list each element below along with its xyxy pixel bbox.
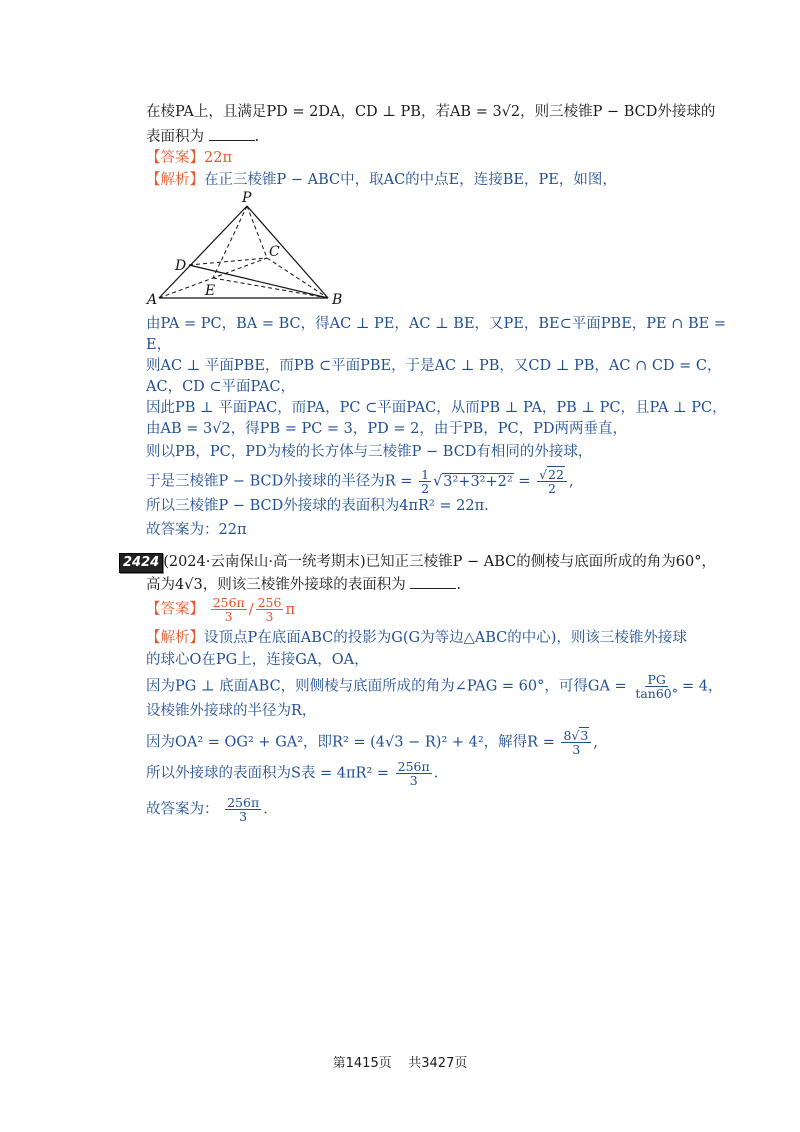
answer-tag: 【答案】 [146, 150, 204, 166]
answer2-tag: 【答案】 [146, 601, 204, 618]
solution2-line6: 所以外接球的表面积为S表 = 4πR² = $\frac{256\pi}{3}$ . [146, 759, 439, 788]
label-A: A [147, 292, 158, 308]
solution1-line4: 由AB = 3√2，得PB = PC = 3，PD = 2，由于PB，PC，PD两两垂直， [146, 421, 628, 437]
question-prev-line1: 在棱PA上，且满足PD = 2DA，CD ⊥ PB，若AB = 3√2，则三棱锥P − BCD外接球的 [146, 104, 716, 120]
page-footer [0, 1052, 800, 1071]
solution2-text6: 所以外接球的表面积为S表 = 4πR² = [146, 765, 390, 782]
solution2-line4: 设棱锥外接球的半径为R， [146, 703, 317, 719]
solution1-line7: 所以三棱锥P − BCD外接球的表面积为4πR² = 22π. [146, 498, 489, 514]
solution2-text7: 故答案为： [146, 801, 219, 818]
question-text2: 高为4√3，则该三棱锥外接球的表面积为 [146, 577, 406, 593]
question-2424-line1 [119, 552, 716, 573]
page-number: 第1415页 [332, 1056, 392, 1071]
solution2-text3-end: = 4， [682, 678, 723, 695]
label-C: C [269, 244, 280, 260]
answer-blank-2 [410, 574, 456, 589]
solution2-text5: 因为OA² = OG² + GA²，即R² = (4√3 − R)² + 4²，解得R = [146, 734, 555, 751]
solution1-line8: 故答案为：22π [146, 522, 247, 538]
label-P: P [242, 190, 252, 206]
solution1-line1: 由PA = PC，BA = BC，得AC ⊥ PE，AC ⊥ BE，又PE，BE⊂平面PBE，PE ∩ BE = [146, 316, 726, 332]
solution2-line3: 因为PG ⊥ 底面ABC，则侧棱与底面所成的角为∠PAG = 60°，可得GA = $\frac{PG}{\tan 60^\circ}$ = 4， [146, 672, 723, 701]
answer-blank [209, 126, 255, 141]
question-text1: 已知正三棱锥P − ABC的侧棱与底面所成的角为60°， [365, 554, 716, 570]
question-source: (2024·云南保山·高一统考期末) [163, 554, 366, 570]
answer-value: 22π [204, 150, 232, 166]
question-prev-text: 表面积为 [146, 129, 204, 145]
question-prev-line2: 表面积为 . [146, 126, 259, 147]
solution2-tag: 【解析】 [146, 630, 204, 646]
label-E: E [205, 283, 216, 299]
solution2-line5: 因为OA² = OG² + GA²，即R² = (4√3 − R)² + 4²，解得R = $\frac{8√3}{3}$ , [146, 728, 598, 757]
solution1-line2: 则AC ⊥ 平面PBE，而PB ⊂平面PBE，于是AC ⊥ PB，又CD ⊥ PB，AC ∩ CD = C， [146, 358, 722, 374]
solution-tag: 【解析】 [146, 172, 204, 188]
solution1-line5: 则以PB，PC，PD为棱的长方体与三棱锥P − BCD有相同的外接球， [146, 444, 593, 460]
page-total: 共3427页 [408, 1056, 468, 1071]
solution1-line2b: AC，CD ⊂平面PAC， [146, 379, 296, 395]
answer2: 【答案】 $\frac{256\pi}{3}$ / $\frac{256}{3}$ π [146, 595, 295, 624]
solution2-text3: 因为PG ⊥ 底面ABC，则侧棱与底面所成的角为∠PAG = 60°，可得GA = [146, 678, 627, 695]
solution2-line7: 故答案为： $\frac{256\pi}{3}$ . [146, 795, 268, 824]
solution2-line2: 的球心O在PG上，连接GA，OA， [146, 652, 369, 668]
solution1-line3: 因此PB ⊥ 平面PAC，而PA，PC ⊂平面PAC，从而PB ⊥ PA，PB ⊥ PC，且PA ⊥ PC， [146, 400, 727, 416]
label-D: D [175, 258, 187, 274]
label-B: B [332, 292, 343, 308]
answer1 [146, 148, 232, 168]
question-2424-line2: 高为4√3，则该三棱锥外接球的表面积为 . [146, 574, 461, 595]
pyramid-figure [145, 188, 355, 313]
solution-intro-text: 在正三棱锥P − ABC中，取AC的中点E，连接BE，PE，如图， [204, 172, 617, 188]
solution1-intro [146, 170, 617, 190]
solution2-text1: 设顶点P在底面ABC的投影为G(G为等边△ABC的中心)，则该三棱锥外接球 [204, 630, 687, 646]
question-number-badge: 2424 [119, 553, 163, 573]
solution2-line1 [146, 628, 687, 648]
radius-text: 于是三棱锥P − BCD外接球的半径为R = [146, 473, 413, 490]
solution1-line6: 于是三棱锥P − BCD外接球的半径为R = $\frac{1}{2}$ √3²+3²+2² = $\frac{√22}{2}$ , [146, 467, 574, 496]
solution1-line1b: E， [146, 337, 172, 353]
